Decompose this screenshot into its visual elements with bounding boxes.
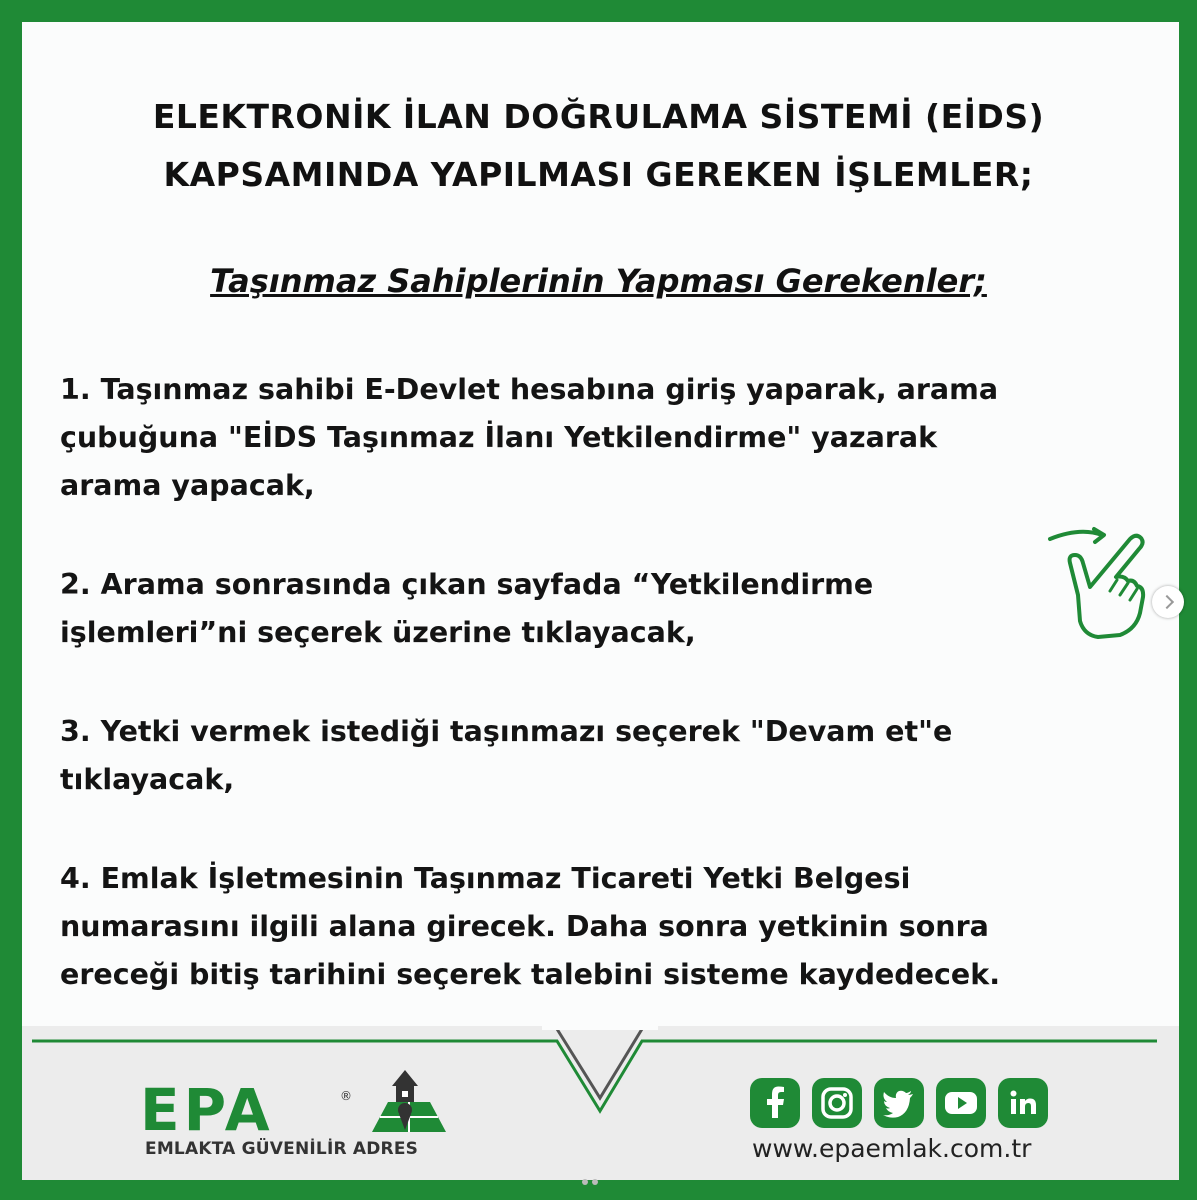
- step-line: ereceği bitiş tarihini seçerek talebini sisteme kaydedecek.: [60, 958, 1001, 991]
- svg-text:®: ®: [340, 1089, 352, 1103]
- step-2: [60, 561, 1130, 657]
- step-line: 1. Taşınmaz sahibi E-Devlet hesabına giriş yaparak, arama: [60, 373, 999, 406]
- title-line: ELEKTRONİK İLAN DOĞRULAMA SİSTEMİ (EİDS): [152, 97, 1045, 136]
- facebook-icon[interactable]: [750, 1078, 800, 1128]
- step-1: [60, 366, 1130, 510]
- website-link[interactable]: www.epaemlak.com.tr: [752, 1134, 1032, 1163]
- next-slide-button[interactable]: [1152, 586, 1184, 618]
- twitter-icon[interactable]: [874, 1078, 924, 1128]
- step-3: [60, 708, 1130, 804]
- brand-tagline: EMLAKTA GÜVENİLİR ADRES: [145, 1139, 419, 1159]
- step-line: 2. Arama sonrasında çıkan sayfada “Yetkilendirme: [60, 568, 874, 601]
- dot: [582, 1179, 588, 1185]
- carousel-dots: [582, 1170, 602, 1189]
- instagram-icon[interactable]: [812, 1078, 862, 1128]
- step-line: tıklayacak,: [60, 763, 235, 796]
- step-line: arama yapacak,: [60, 469, 315, 502]
- step-4: [60, 855, 1130, 999]
- svg-text:EPA: EPA: [140, 1076, 274, 1140]
- step-line: 3. Yetki vermek istediği taşınmazı seçerek "Devam et"e: [60, 715, 953, 748]
- linkedin-icon[interactable]: [998, 1078, 1048, 1128]
- step-line: işlemleri”ni seçerek üzerine tıklayacak,: [60, 616, 696, 649]
- section-subtitle: Taşınmaz Sahiplerinin Yapması Gerekenler;: [210, 262, 987, 300]
- step-line: 4. Emlak İşletmesinin Taşınmaz Ticareti Yetki Belgesi: [60, 862, 911, 895]
- step-line: numarasını ilgili alana girecek. Daha sonra yetkinin sonra: [60, 910, 989, 943]
- hand-pointer-icon: [1040, 525, 1150, 645]
- youtube-icon[interactable]: [936, 1078, 986, 1128]
- title-line: KAPSAMINDA YAPILMASI GEREKEN İŞLEMLER;: [163, 155, 1034, 194]
- step-line: çubuğuna "EİDS Taşınmaz İlanı Yetkilendirme" yazarak: [60, 421, 938, 454]
- epa-logo: [140, 1060, 450, 1140]
- page-title: [0, 88, 1197, 204]
- dot: [592, 1179, 598, 1185]
